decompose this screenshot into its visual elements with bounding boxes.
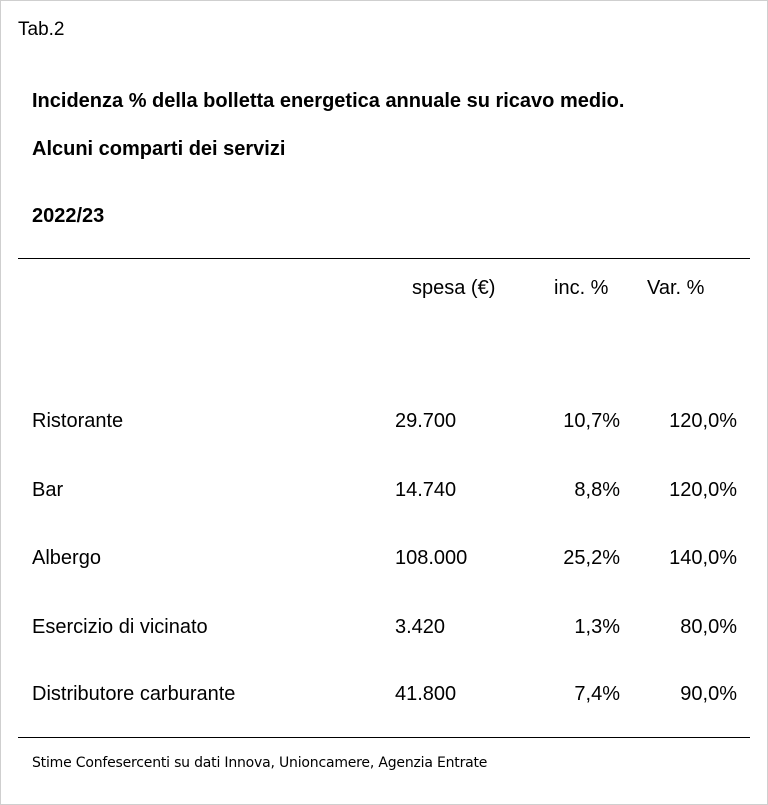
row-inc: 8,8% (574, 479, 620, 501)
row-spesa: 41.800 (395, 683, 457, 705)
table-title: Incidenza % della bolletta energetica annuale su ricavo medio. (32, 90, 625, 112)
row-name: Ristorante (32, 410, 124, 432)
row-name: Distributore carburante (32, 683, 236, 705)
row-inc: 1,3% (574, 616, 620, 638)
table-row (1, 683, 768, 713)
column-header-inc: inc. % (554, 277, 609, 299)
row-var: 140,0% (669, 547, 737, 569)
table-subtitle: Alcuni comparti dei servizi (32, 138, 286, 160)
table-row (1, 547, 768, 577)
table-bottom-rule (18, 737, 750, 738)
row-name: Albergo (32, 547, 101, 569)
row-var: 90,0% (680, 683, 737, 705)
row-name: Bar (32, 479, 64, 501)
row-spesa: 3.420 (395, 616, 446, 638)
column-header-var: Var. % (647, 277, 705, 299)
row-var: 120,0% (669, 410, 737, 432)
row-spesa: 29.700 (395, 410, 457, 432)
row-spesa: 14.740 (395, 479, 457, 501)
row-var: 80,0% (680, 616, 737, 638)
row-inc: 10,7% (563, 410, 620, 432)
row-inc: 25,2% (563, 547, 620, 569)
table-top-rule (18, 258, 750, 259)
column-header-spesa: spesa (€) (412, 277, 496, 299)
row-spesa: 108.000 (395, 547, 468, 569)
table-row (1, 479, 768, 509)
table-row (1, 616, 768, 646)
table-row (1, 410, 768, 440)
table-number-label: Tab.2 (18, 19, 65, 40)
source-note: Stime Confesercenti su dati Innova, Unioncamere, Agenzia Entrate (32, 755, 488, 771)
row-inc: 7,4% (574, 683, 620, 705)
row-name: Esercizio di vicinato (32, 616, 208, 638)
table-period: 2022/23 (32, 205, 105, 227)
row-var: 120,0% (669, 479, 737, 501)
